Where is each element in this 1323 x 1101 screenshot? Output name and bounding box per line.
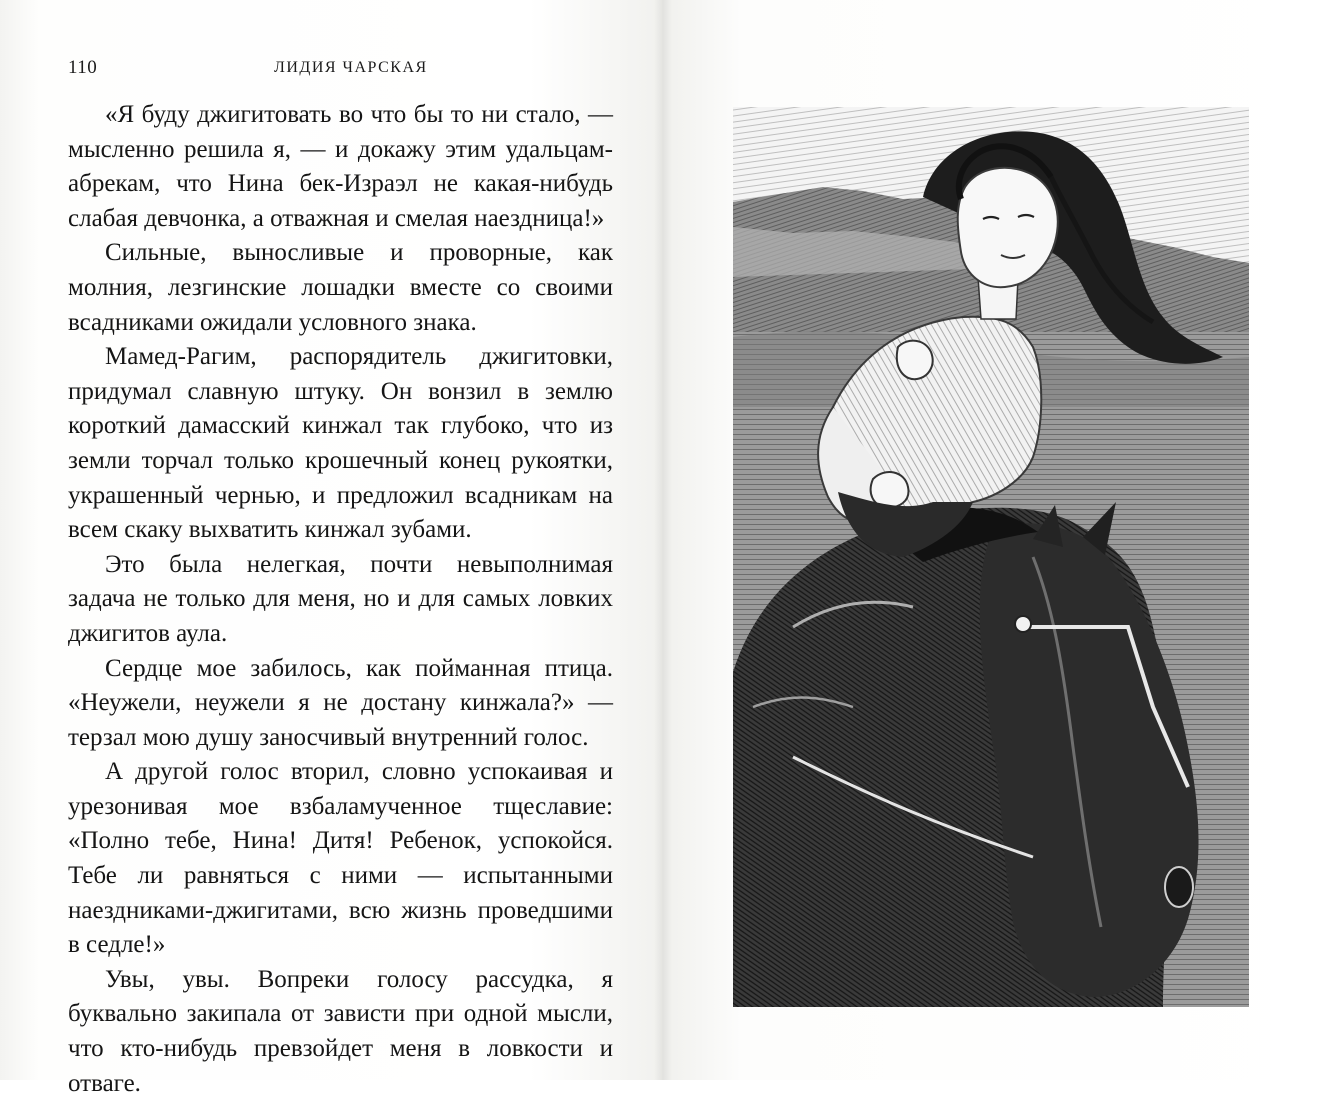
- running-head-author: ЛИДИЯ ЧАРСКАЯ: [274, 59, 428, 76]
- paragraph: А другой голос вторил, словно успокаивая и урезонивая мое взбаламученное тщеславие: «Полно тебе, Нина! Дитя! Ребенок, успокойся. Тебе ли равняться с ними — испытанными наездниками-джигитами, всю жизнь проведшими в седле!»: [68, 758, 613, 959]
- engraving-drawing: [733, 107, 1249, 1007]
- book-gutter: [654, 0, 672, 1080]
- paragraph: «Я буду джигитовать во что бы то ни стало, — мысленно решила я, — и докажу этим удальцам-абрекам, что Нина бек-Израэл не какая-нибудь слабая девчонка, а отважная и смелая наездница!»: [68, 101, 613, 232]
- body-text: [68, 98, 613, 1101]
- page-number: 110: [68, 57, 98, 78]
- paragraph: Сердце мое забилось, как пойманная птица. «Неужели, неужели я не достану кинжала?» — терзал мою душу заносчивый внутренний голос.: [68, 654, 613, 751]
- left-page: [0, 0, 662, 1097]
- paragraph: Мамед-Рагим, распорядитель джигитовки, придумал славную штуку. Он вонзил в землю короткий дамасский кинжал так глубоко, что из земли торчал только крошечный конец рукоятки, украшенный чернью, и предложил всадникам на всем скаку выхватить кинжал зубами.: [68, 343, 613, 544]
- paragraph: Это была нелегкая, почти невыполнимая задача не только для меня, но и для самых ловких джигитов аула.: [68, 550, 613, 647]
- paragraph: Сильные, выносливые и проворные, как молния, лезгинские лошадки вместе со своими всадниками ожидали условного знака.: [68, 239, 613, 336]
- illustration-girl-on-horse: [733, 107, 1249, 1007]
- paragraph: Увы, увы. Вопреки голосу рассудка, я буквально закипала от зависти при одной мысли, что кто-нибудь превзойдет меня в ловкости и отваге.: [68, 965, 613, 1097]
- page-header: [68, 57, 628, 87]
